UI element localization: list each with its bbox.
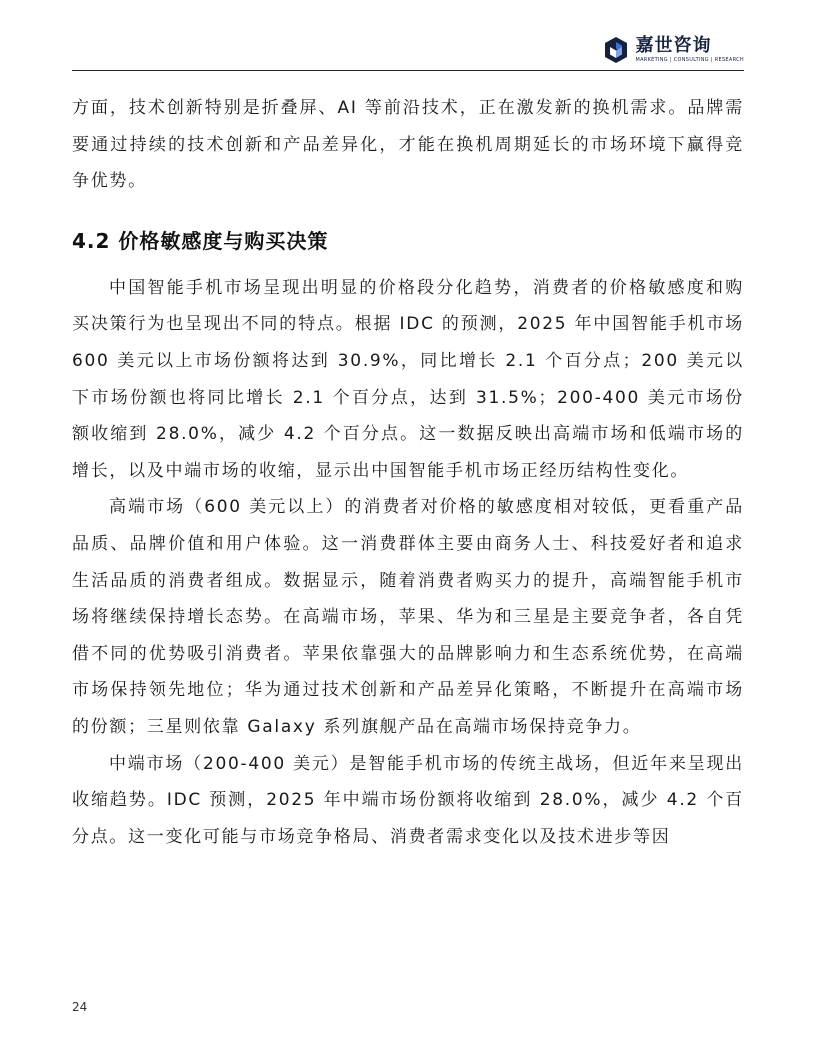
- paragraph-mid-range-market: 中端市场（200-400 美元）是智能手机市场的传统主战场，但近年来呈现出收缩趋势。IDC 预测，2025 年中端市场份额将收缩到 28.0%，减少 4.2 个百分点。这一变化可能与市场竞争格局、消费者需求变化以及技术进步等因: [72, 753, 744, 847]
- page-number: 24: [72, 1000, 88, 1014]
- section-heading: 4.2 价格敏感度与购买决策: [72, 228, 329, 253]
- logo-text: [635, 37, 744, 63]
- header-divider: [72, 70, 744, 71]
- paragraph-price-segmentation: 中国智能手机市场呈现出明显的价格段分化趋势，消费者的价格敏感度和购买决策行为也呈现出不同的特点。根据 IDC 的预测，2025 年中国智能手机市场 600 美元以上市场份额将达到 30.9%，同比增长 2.1 个百分点；200 美元以下市场份额也将同比增长 2.1 个百分点，达到 31.5%；200-400 美元市场份额收缩到 28.0%，减少 4.2 个百分点。这一数据反映出高端市场和低端市场的增长，以及中端市场的收缩，显示出中国智能手机市场正经历结构性变化。: [72, 277, 744, 481]
- logo-name: 嘉世咨询: [635, 35, 712, 56]
- page-content: [72, 90, 744, 855]
- logo-mark-icon: [603, 36, 629, 64]
- company-logo: [603, 34, 744, 66]
- logo-tagline: MARKETING | CONSULTING | RESEARCH: [635, 57, 744, 63]
- paragraph-high-end-market: 高端市场（600 美元以上）的消费者对价格的敏感度相对较低，更看重产品品质、品牌价值和用户体验。这一消费群体主要由商务人士、科技爱好者和追求生活品质的消费者组成。数据显示，随着消费者购买力的提升，高端智能手机市场将继续保持增长态势。在高端市场，苹果、华为和三星是主要竞争者，各自凭借不同的优势吸引消费者。苹果依靠强大的品牌影响力和生态系统优势，在高端市场保持领先地位；华为通过技术创新和产品差异化策略，不断提升在高端市场的份额；三星则依靠 Galaxy 系列旗舰产品在高端市场保持竞争力。: [72, 497, 744, 737]
- paragraph-continued: 方面，技术创新特别是折叠屏、AI 等前沿技术，正在激发新的换机需求。品牌需要通过持续的技术创新和产品差异化，才能在换机周期延长的市场环境下赢得竞争优势。: [72, 98, 744, 192]
